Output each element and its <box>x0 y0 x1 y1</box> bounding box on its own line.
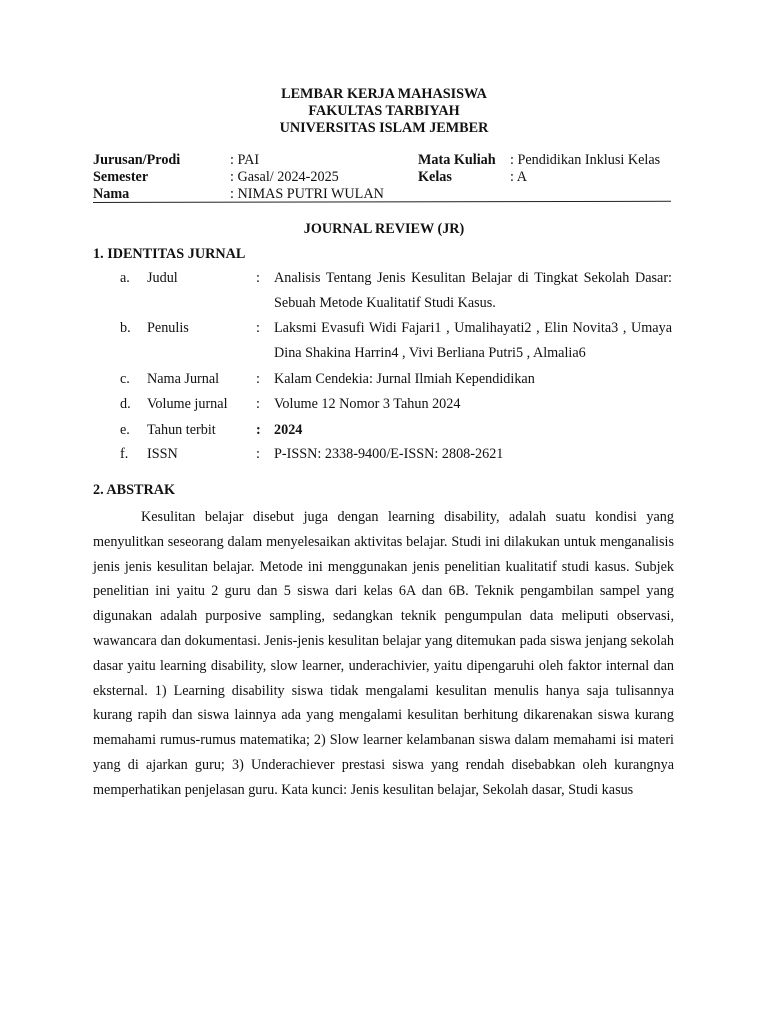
semester-label: Semester <box>93 169 149 185</box>
row-value: Kalam Cendekia: Jurnal Ilmiah Kependidikan <box>274 371 535 387</box>
nama-value: : NIMAS PUTRI WULAN <box>230 186 384 202</box>
row-colon: : <box>256 270 260 286</box>
row-key: c. <box>120 371 130 387</box>
row-field: Judul <box>147 270 178 286</box>
row-value: Volume 12 Nomor 3 Tahun 2024 <box>274 396 461 412</box>
review-title: JOURNAL REVIEW (JR) <box>303 221 465 237</box>
row-field: ISSN <box>147 446 178 462</box>
row-field: Nama Jurnal <box>147 371 220 387</box>
row-colon: : <box>256 320 260 336</box>
info-row-semester <box>93 169 675 186</box>
jurusan-label: Jurusan/Prodi <box>93 152 181 168</box>
header-faculty: FAKULTAS TARBIYAH <box>308 103 460 119</box>
row-colon: : <box>256 396 260 412</box>
row-value: 2024 <box>274 422 303 438</box>
section-abstrak-title: 2. ABSTRAK <box>93 482 175 498</box>
info-row-jurusan <box>93 152 675 169</box>
row-value: Laksmi Evasufi Widi Fajari1 , Umalihayati2 , Elin Novita3 , Umaya Dina Shakina Harrin4 , Vivi Berliana Putri5 , Almalia6 <box>274 320 672 361</box>
jurusan-value: : PAI <box>230 152 260 168</box>
row-field: Penulis <box>147 320 189 336</box>
abstract-paragraph: Kesulitan belajar disebut juga dengan learning disability, adalah suatu kondisi yang menyulitkan seseorang dalam menyelesaikan aktivitas belajar. Studi ini dilakukan untuk menganalisis jenis jenis kesulitan belajar. Metode ini menggunakan jenis penelitian kualitatif studi kasus. Subjek penelitian ini yaitu 2 guru dan 5 siswa dari kelas 6A dan 6B. Teknik pengambilan sampel yang digunakan adalah purposive sampling, sedangkan teknik pengumpulan data meliputi observasi, wawancara dan dokumentasi. Jenis-jenis kesulitan belajar yang ditemukan pada siswa jenjang sekolah dasar yaitu learning disability, slow learner, underachivier, yaitu dipengaruhi oleh faktor internal dan eksternal. 1) Learning disability siswa tidak mengalami kesulitan menulis hanya saja tulisannya kurang rapih dan siswa lainnya ada yang mengalami kesulitan berhitung dikarenakan siswa kurang memahami rumus-rumus matematika; 2) Slow learner kelambanan siswa dalam memahami isi materi yang di ajarkan guru; 3) Underachiever prestasi siswa yang rendah disebabkan oleh kurangnya memperhatikan penjelasan guru. Kata kunci: Jenis kesulitan belajar, Sekolah dasar, Studi kasus <box>93 509 674 798</box>
row-field: Tahun terbit <box>147 422 216 438</box>
kelas-value: : A <box>510 169 527 185</box>
row-key: e. <box>120 422 130 438</box>
matkul-value: : Pendidikan Inklusi Kelas <box>510 152 661 168</box>
row-colon: : <box>256 422 261 438</box>
header-university: UNIVERSITAS ISLAM JEMBER <box>279 120 489 136</box>
nama-label: Nama <box>93 186 130 202</box>
row-key: b. <box>120 320 131 336</box>
row-colon: : <box>256 371 260 387</box>
header-title: LEMBAR KERJA MAHASISWA <box>281 86 487 102</box>
matkul-label: Mata Kuliah <box>418 152 496 168</box>
row-key: d. <box>120 396 131 412</box>
row-field: Volume jurnal <box>147 396 228 412</box>
semester-value: : Gasal/ 2024-2025 <box>230 169 339 185</box>
row-key: a. <box>120 270 130 286</box>
row-value: P-ISSN: 2338-9400/E-ISSN: 2808-2621 <box>274 446 504 462</box>
row-colon: : <box>256 446 260 462</box>
document-header <box>0 86 768 137</box>
section-identitas-title: 1. IDENTITAS JURNAL <box>93 246 246 262</box>
row-key: f. <box>120 446 129 462</box>
kelas-label: Kelas <box>418 169 452 185</box>
row-value: Analisis Tentang Jenis Kesulitan Belajar di Tingkat Sekolah Dasar: Sebuah Metode Kualitatif Studi Kasus. <box>274 270 672 311</box>
